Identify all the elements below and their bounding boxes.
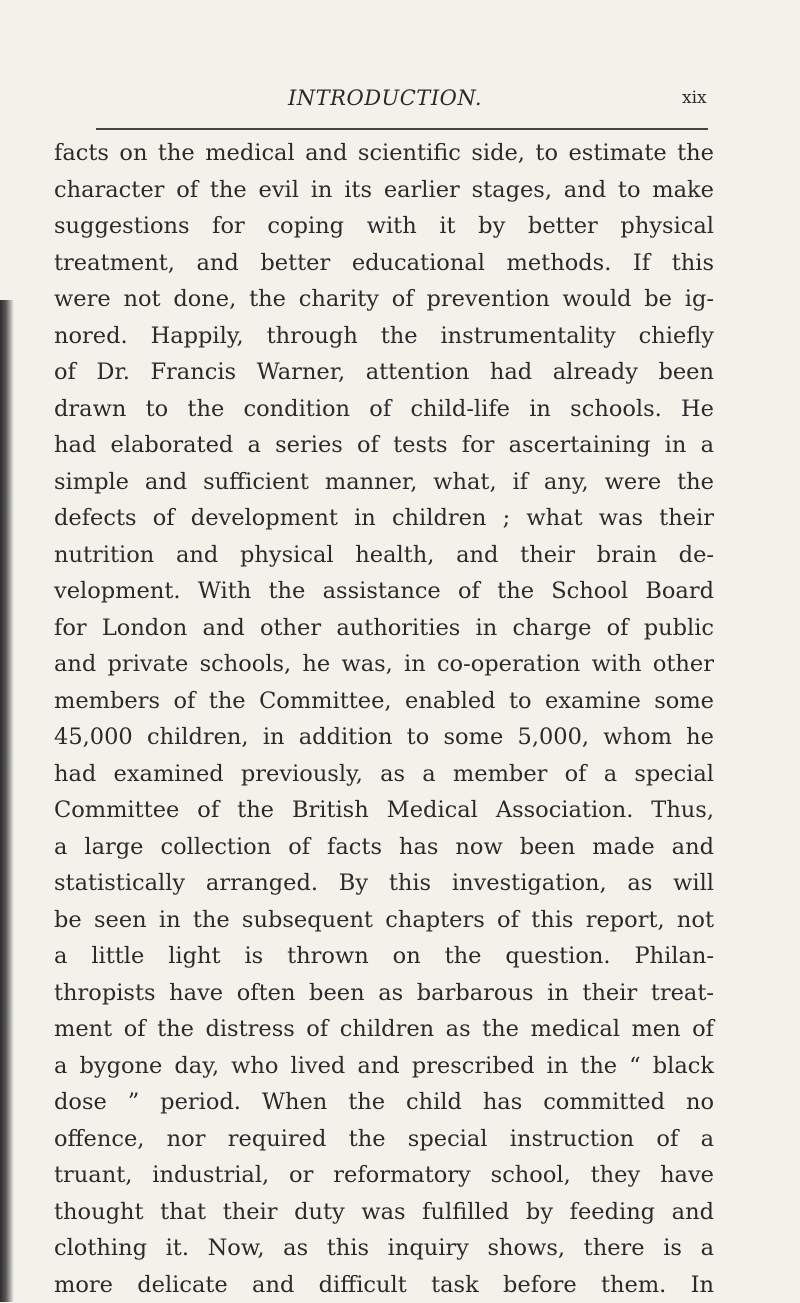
text-line: simple and sufficient manner, what, if any, were the: [54, 464, 714, 501]
text-line: dose ” period. When the child has committed no: [54, 1084, 714, 1121]
text-line: nutrition and physical health, and their brain de-: [54, 537, 714, 574]
text-line: drawn to the condition of child-life in schools. He: [54, 391, 714, 428]
text-line: and private schools, he was, in co-operation with other: [54, 646, 714, 683]
text-line: treatment, and better educational methods. If this: [54, 245, 714, 282]
text-line: a large collection of facts has now been made and: [54, 829, 714, 866]
text-line: for London and other authorities in charge of public: [54, 610, 714, 647]
text-line: be seen in the subsequent chapters of this report, not: [54, 902, 714, 939]
running-head-title: INTRODUCTION.: [288, 86, 482, 110]
text-line: thought that their duty was fulfilled by feeding and: [54, 1194, 714, 1231]
text-line: of Dr. Francis Warner, attention had already been: [54, 354, 714, 391]
text-line: truant, industrial, or reformatory school, they have: [54, 1157, 714, 1194]
body-text: [54, 135, 714, 1303]
text-line: Committee of the British Medical Association. Thus,: [54, 792, 714, 829]
text-line: facts on the medical and scientific side, to estimate the: [54, 135, 714, 172]
text-line: nored. Happily, through the instrumentality chiefly: [54, 318, 714, 355]
text-line: more delicate and difficult task before them. In: [54, 1267, 714, 1303]
page-edge-shadow: [0, 300, 14, 1302]
text-line: character of the evil in its earlier stages, and to make: [54, 172, 714, 209]
text-line: a bygone day, who lived and prescribed in the “ black: [54, 1048, 714, 1085]
text-line: thropists have often been as barbarous in their treat-: [54, 975, 714, 1012]
text-line: had elaborated a series of tests for ascertaining in a: [54, 427, 714, 464]
text-line: a little light is thrown on the question. Philan-: [54, 938, 714, 975]
text-line: velopment. With the assistance of the School Board: [54, 573, 714, 610]
page-number: xix: [682, 88, 707, 108]
text-line: statistically arranged. By this investigation, as will: [54, 865, 714, 902]
text-line: members of the Committee, enabled to examine some: [54, 683, 714, 720]
text-line: suggestions for coping with it by better physical: [54, 208, 714, 245]
text-line: offence, nor required the special instruction of a: [54, 1121, 714, 1158]
text-line: ment of the distress of children as the medical men of: [54, 1011, 714, 1048]
text-line: defects of development in children ; what was their: [54, 500, 714, 537]
running-head: [0, 86, 800, 116]
text-line: had examined previously, as a member of a special: [54, 756, 714, 793]
text-line: were not done, the charity of prevention would be ig-: [54, 281, 714, 318]
header-rule: [96, 128, 708, 130]
text-line: 45,000 children, in addition to some 5,000, whom he: [54, 719, 714, 756]
text-line: clothing it. Now, as this inquiry shows, there is a: [54, 1230, 714, 1267]
